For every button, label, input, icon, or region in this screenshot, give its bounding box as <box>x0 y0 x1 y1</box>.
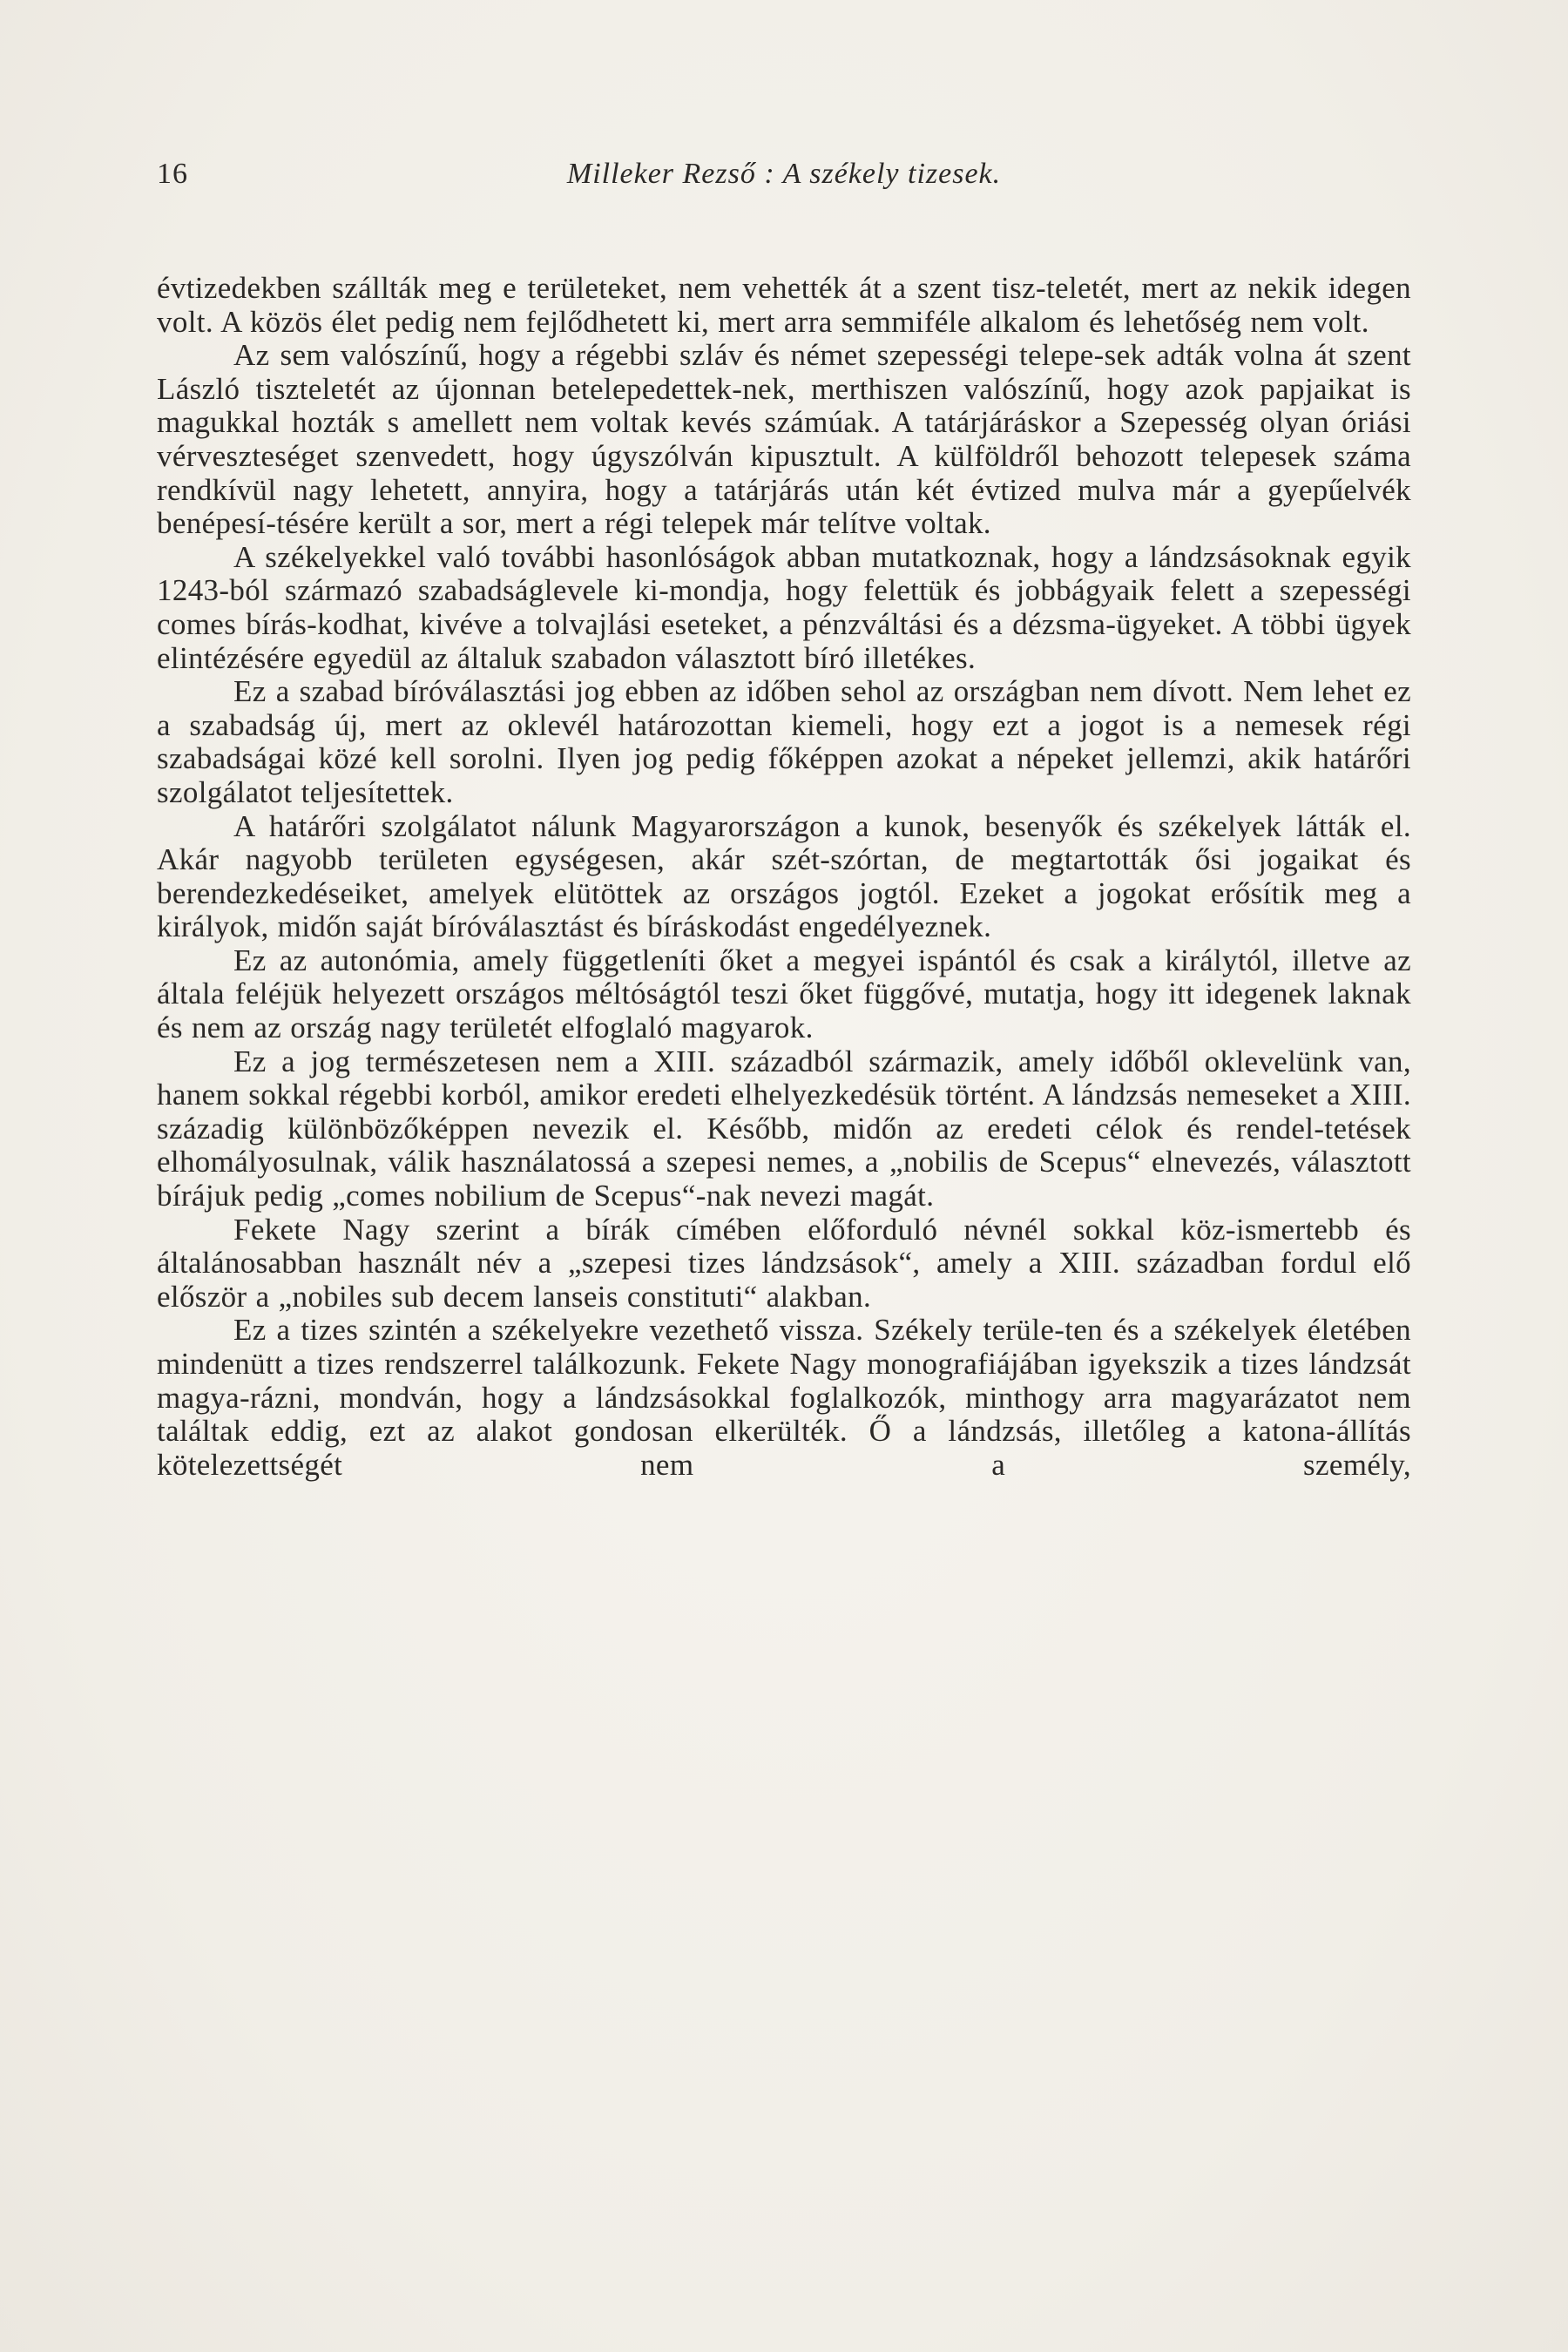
paragraph-autonomy: Ez az autonómia, amely függetleníti őket a megyei ispántól és csak a királytól, illetve az általa feléjük helyezett országos méltóságtól teszi őket függővé, mutatja, hogy itt idegenek laknak és nem az ország nagy területét elfoglaló magyarok. <box>157 943 1411 1045</box>
body-text <box>157 272 1411 1482</box>
paragraph-continuation: évtizedekben szállták meg e területeket, nem vehették át a szent tisz-teletét, mert az nekik idegen volt. A közös élet pedig nem fejlődhetett ki, mert arra semmiféle alkalom és lehetőség nem volt. <box>157 271 1411 339</box>
paragraph-judge-election-right: Ez a szabad bíróválasztási jog ebben az időben sehol az országban nem dívott. Nem lehet ez a szabadság új, mert az oklevél határozottan kiemeli, hogy ezt a jogot is a nemesek régi szabadságai közé kell sorolni. Ilyen jog pedig főképpen azokat a népeket jellemzi, akik határőri szolgálatot teljesítettek. <box>157 674 1411 809</box>
running-title: Milleker Rezső : A székely tizesek. <box>566 158 1002 190</box>
paragraph-tizes-lancers-name: Fekete Nagy szerint a bírák címében előforduló névnél sokkal köz-ismertebb és általánosabban használt név a „szepesi tizes lándzsások“, amely a XIII. században fordul elő először a „nobiles sub decem lanseis constituti“ alakban. <box>157 1212 1411 1314</box>
paragraph-slav-german-settlers: Az sem valószínű, hogy a régebbi szláv és német szepességi telepe-sek adták volna át szent László tiszteletét az újonnan betelepedettek-nek, merthiszen valószínű, hogy azok papjaikat is magukkal hozták s amellett nem voltak kevés számúak. A tatárjáráskor a Szepesség olyan óriási vérveszteséget szenvedett, hogy úgyszólván kipusztult. A külföldről behozott telepesek száma rendkívül nagy lehetett, annyira, hogy a tatárjárás után két évtized mulva már a gyepűelvék benépesí-tésére került a sor, mert a régi telepek már telítve voltak. <box>157 338 1411 541</box>
paragraph-border-guard-service: A határőri szolgálatot nálunk Magyarországon a kunok, besenyők és székelyek látták el. Akár nagyobb területen egységesen, akár szét-szórtan, de megtartották ősi jogaikat és berendezkedéseiket, amelyek elütöttek az országos jogtól. Ezeket a jogokat erősítik meg a királyok, midőn saját bíróválasztást és bíráskodást engedélyeznek. <box>157 808 1411 944</box>
paragraph-origin-of-right: Ez a jog természetesen nem a XIII. századból származik, amely időből oklevelünk van, hanem sokkal régebbi korból, amikor eredeti elhelyezkedésük történt. A lándzsás nemeseket a XIII. századig különbözőképpen nevezik el. Később, midőn az eredeti célok és rendel-tetések elhomályosulnak, válik használatossá a szepesi nemes, a „nobilis de Scepus“ elnevezés, választott bírájuk pedig „comes nobilium de Scepus“-nak nevezi magát. <box>157 1044 1411 1213</box>
page-number: 16 <box>157 158 188 190</box>
paragraph-tizes-system: Ez a tizes szintén a székelyekre vezethető vissza. Székely terüle-ten és a székelyek életében mindenütt a tizes rendszerrel találkozunk. Fekete Nagy monografiájában igyekszik a tizes lándzsát magya-rázni, mondván, hogy a lándzsásokkal foglalkozók, minthogy arra magyarázatot nem találtak eddig, ezt az alakot gondosan elkerülték. Ő a lándzsás, illetőleg a katona-állítás kötelezettségét nem a személy, <box>157 1313 1411 1482</box>
running-head <box>157 148 1411 200</box>
paragraph-lancers-similarities: A székelyekkel való további hasonlóságok abban mutatkoznak, hogy a lándzsásoknak egyik 1243-ból származó szabadságlevele ki-mondja, hogy felettük és jobbágyaik felett a szepességi comes bírás-kodhat, kivéve a tolvajlási eseteket, a pénzváltási és a dézsma-ügyeket. A többi ügyek elintézésére egyedül az általuk szabadon választott bíró illetékes. <box>157 539 1411 675</box>
